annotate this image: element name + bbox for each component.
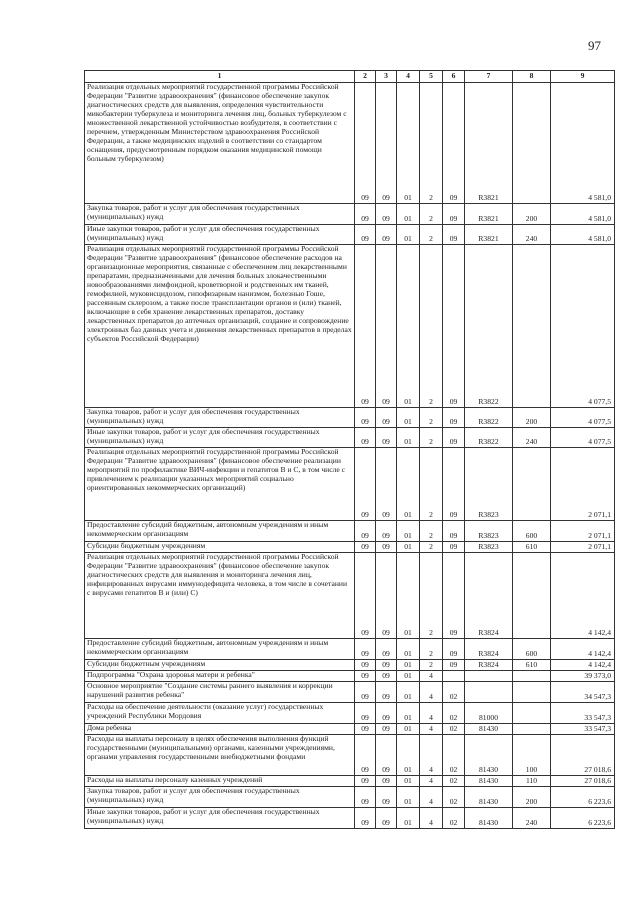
cell-subprogram: 4 [420,787,443,808]
cell-section: 09 [355,735,376,776]
cell-amount: 4 077,5 [551,408,615,428]
cell-program: 01 [397,703,420,724]
cell-expense-type: 100 [513,735,551,776]
cell-subprogram: 2 [420,448,443,521]
cell-subprogram: 2 [420,245,443,408]
table-row [85,787,615,808]
cell-program: 01 [397,787,420,808]
header-cell-measure: 6 [443,71,465,83]
cell-program: 01 [397,553,420,639]
cell-section: 09 [355,724,376,735]
cell-subprogram: 4 [420,682,443,703]
table-row [85,553,615,639]
cell-program: 01 [397,225,420,245]
cell-expense-type [513,682,551,703]
cell-amount: 4 581,0 [551,225,615,245]
cell-name: Реализация отдельных мероприятий государственной программы Российской Федерации "Развитие здравоохранения" (финансовое обеспечение закупок диагностических средств для выявления, определения чувствительности микобактерии туберкулеза и мониторинга лечения лиц, больных туберкулезом с множественной лекарственной устойчивостью возбудителя, в соответствии с перечнем, утвержденным Министерством здравоохранения Российской Федерации, а также медицинских изделий в соответствии со стандартом оснащения, предусмотренным порядком оказания медицинской помощи больным туберкулезом) [85,83,355,204]
cell-subprogram: 4 [420,808,443,829]
cell-code: 81000 [465,703,513,724]
cell-name: Предоставление субсидий бюджетным, автономным учреждениям и иным некоммерческим организациям [85,639,355,660]
cell-amount: 4 581,0 [551,204,615,225]
cell-amount: 27 018,6 [551,735,615,776]
cell-program: 01 [397,660,420,671]
cell-expense-type [513,83,551,204]
cell-name: Закупка товаров, работ и услуг для обеспечения государственных (муниципальных) нужд [85,204,355,225]
cell-subprogram: 2 [420,639,443,660]
cell-expense-type: 200 [513,204,551,225]
cell-code: 81430 [465,735,513,776]
cell-amount: 33 547,3 [551,703,615,724]
cell-amount: 4 581,0 [551,83,615,204]
table-row [85,448,615,521]
cell-measure: 09 [443,553,465,639]
cell-subsection: 09 [376,428,397,448]
cell-code [465,671,513,682]
cell-amount: 6 223,6 [551,787,615,808]
cell-expense-type [513,245,551,408]
cell-subsection: 09 [376,671,397,682]
table-row [85,735,615,776]
cell-program: 01 [397,682,420,703]
cell-measure: 09 [443,542,465,553]
cell-subsection: 09 [376,408,397,428]
cell-program: 01 [397,735,420,776]
cell-code: R3822 [465,245,513,408]
cell-amount: 39 373,0 [551,671,615,682]
cell-section: 09 [355,245,376,408]
header-cell-name: 1 [85,71,355,83]
table-row [85,808,615,829]
cell-program: 01 [397,408,420,428]
cell-name: Расходы на выплаты персоналу в целях обеспечения выполнения функций государственными (муниципальными) органами, казенными учреждениями, органами управления государственными внебюджетными фондами [85,735,355,776]
cell-expense-type: 600 [513,639,551,660]
cell-code: R3821 [465,83,513,204]
cell-subsection: 09 [376,448,397,521]
cell-code: R3821 [465,225,513,245]
cell-name: Субсидии бюджетным учреждениям [85,660,355,671]
cell-code: R3821 [465,204,513,225]
cell-name: Реализация отдельных мероприятий государственной программы Российской Федерации "Развитие здравоохранения" (финансовое обеспечение реализации мероприятий по профилактике ВИЧ-инфекции и гепатитов В и С, в том числе с привлечением к реализации указанных мероприятий социально ориентированных некоммерческих организаций) [85,448,355,521]
cell-amount: 4 077,5 [551,245,615,408]
cell-name: Реализация отдельных мероприятий государственной программы Российской Федерации "Развитие здравоохранения" (финансовое обеспечение закупок диагностических средств для выявления и мониторинга лечения лиц, инфицированных вирусами иммунодефицита человека, в том числе в сочетании с вирусами гепатитов В и (или) С) [85,553,355,639]
cell-code: 81430 [465,808,513,829]
cell-measure: 02 [443,724,465,735]
cell-amount: 34 547,3 [551,682,615,703]
cell-code: R3824 [465,553,513,639]
table-row [85,542,615,553]
header-cell-subsection: 3 [376,71,397,83]
cell-section: 09 [355,408,376,428]
cell-measure: 09 [443,639,465,660]
cell-amount: 4 077,5 [551,428,615,448]
cell-subprogram: 4 [420,724,443,735]
cell-measure: 02 [443,787,465,808]
cell-name: Иные закупки товаров, работ и услуг для обеспечения государственных (муниципальных) нужд [85,225,355,245]
cell-subprogram: 2 [420,542,443,553]
cell-measure: 09 [443,660,465,671]
budget-table [84,70,615,829]
table-row [85,204,615,225]
cell-name: Расходы на обеспечение деятельности (оказание услуг) государственных учреждений Республики Мордовия [85,703,355,724]
cell-code: R3823 [465,448,513,521]
table-row [85,83,615,204]
cell-code [465,682,513,703]
cell-section: 09 [355,83,376,204]
cell-subsection: 09 [376,682,397,703]
cell-amount: 4 142,4 [551,553,615,639]
cell-measure: 02 [443,735,465,776]
cell-expense-type: 200 [513,787,551,808]
cell-subprogram: 2 [420,553,443,639]
cell-subsection: 09 [376,703,397,724]
cell-subprogram: 4 [420,703,443,724]
cell-measure: 02 [443,808,465,829]
cell-code: R3822 [465,428,513,448]
cell-measure: 09 [443,521,465,542]
cell-program: 01 [397,448,420,521]
header-cell-expense-type: 8 [513,71,551,83]
table-row [85,428,615,448]
cell-program: 01 [397,428,420,448]
cell-subsection: 09 [376,808,397,829]
cell-program: 01 [397,724,420,735]
cell-subsection: 09 [376,724,397,735]
cell-measure: 09 [443,204,465,225]
cell-measure: 09 [443,448,465,521]
cell-subsection: 09 [376,521,397,542]
cell-subprogram: 4 [420,671,443,682]
cell-expense-type [513,553,551,639]
cell-program: 01 [397,204,420,225]
table-row [85,660,615,671]
cell-amount: 4 142,4 [551,639,615,660]
cell-name: Реализация отдельных мероприятий государственной программы Российской Федерации "Развитие здравоохранения" (финансовое обеспечение расходов на организационные мероприятия, связанные с обеспечением лиц лекарственными препаратами, предназначенными для лечения больных злокачественными новообразованиями лимфоидной, кроветворной и родственных им тканей, гемофилией, муковисцидозом, гипофизарным нанизмом, болезнью Гоше, рассеянным склерозом, а также после трансплантации органов и (или) тканей, включающие в себя хранение лекарственных препаратов, доставку лекарственных препаратов до аптечных организаций, создание и сопровождение электронных баз данных учета и движения лекарственных препаратов в пределах субъектов Российской Федерации) [85,245,355,408]
cell-measure: 09 [443,225,465,245]
cell-subsection: 09 [376,204,397,225]
header-cell-section: 2 [355,71,376,83]
cell-program: 01 [397,521,420,542]
cell-code: R3824 [465,660,513,671]
table-row [85,671,615,682]
cell-amount: 4 142,4 [551,660,615,671]
cell-measure: 02 [443,776,465,787]
cell-subprogram: 4 [420,735,443,776]
cell-expense-type: 200 [513,408,551,428]
cell-amount: 33 547,3 [551,724,615,735]
cell-subprogram: 2 [420,408,443,428]
cell-code: 81430 [465,787,513,808]
cell-section: 09 [355,225,376,245]
table-row [85,776,615,787]
cell-measure: 09 [443,408,465,428]
table-row [85,682,615,703]
table-row [85,521,615,542]
cell-name: Закупка товаров, работ и услуг для обеспечения государственных (муниципальных) нужд [85,408,355,428]
cell-section: 09 [355,204,376,225]
cell-expense-type: 240 [513,428,551,448]
cell-amount: 2 071,1 [551,521,615,542]
cell-subprogram: 2 [420,428,443,448]
cell-measure: 02 [443,682,465,703]
cell-expense-type [513,671,551,682]
cell-subprogram: 2 [420,83,443,204]
table-row [85,245,615,408]
cell-expense-type: 240 [513,808,551,829]
cell-name: Субсидии бюджетным учреждениям [85,542,355,553]
cell-name: Дома ребенка [85,724,355,735]
cell-code: R3822 [465,408,513,428]
cell-subsection: 09 [376,225,397,245]
cell-expense-type: 610 [513,660,551,671]
cell-subsection: 09 [376,542,397,553]
header-cell-program: 4 [397,71,420,83]
cell-subsection: 09 [376,245,397,408]
cell-measure: 09 [443,428,465,448]
cell-subsection: 09 [376,787,397,808]
page-number: 97 [588,38,601,53]
cell-program: 01 [397,83,420,204]
cell-subprogram: 2 [420,225,443,245]
cell-expense-type [513,703,551,724]
cell-program: 01 [397,542,420,553]
cell-subsection: 09 [376,660,397,671]
cell-expense-type: 610 [513,542,551,553]
header-cell-subprogram: 5 [420,71,443,83]
cell-section: 09 [355,787,376,808]
cell-program: 01 [397,671,420,682]
cell-section: 09 [355,682,376,703]
cell-subprogram: 2 [420,521,443,542]
cell-name: Основное мероприятие "Создание системы раннего выявления и коррекции нарушений развития ребенка" [85,682,355,703]
cell-measure: 09 [443,245,465,408]
cell-code: 81430 [465,776,513,787]
cell-section: 09 [355,671,376,682]
cell-section: 09 [355,703,376,724]
table-row [85,703,615,724]
cell-program: 01 [397,639,420,660]
header-cell-amount: 9 [551,71,615,83]
table-row [85,639,615,660]
cell-section: 09 [355,521,376,542]
cell-code: 81430 [465,724,513,735]
cell-section: 09 [355,428,376,448]
cell-amount: 2 071,1 [551,448,615,521]
cell-code: R3823 [465,521,513,542]
cell-amount: 27 018,6 [551,776,615,787]
cell-subprogram: 2 [420,204,443,225]
cell-section: 09 [355,448,376,521]
cell-subsection: 09 [376,735,397,776]
cell-code: R3824 [465,639,513,660]
cell-name: Предоставление субсидий бюджетным, автономным учреждениям и иным некоммерческим организациям [85,521,355,542]
cell-name: Иные закупки товаров, работ и услуг для обеспечения государственных (муниципальных) нужд [85,808,355,829]
cell-name: Иные закупки товаров, работ и услуг для обеспечения государственных (муниципальных) нужд [85,428,355,448]
cell-section: 09 [355,660,376,671]
cell-program: 01 [397,245,420,408]
cell-subsection: 09 [376,83,397,204]
cell-expense-type: 240 [513,225,551,245]
cell-name: Подпрограмма "Охрана здоровья матери и ребенка" [85,671,355,682]
cell-amount: 2 071,1 [551,542,615,553]
cell-subprogram: 4 [420,776,443,787]
cell-code: R3823 [465,542,513,553]
cell-name: Закупка товаров, работ и услуг для обеспечения государственных (муниципальных) нужд [85,787,355,808]
cell-expense-type: 600 [513,521,551,542]
table-row [85,225,615,245]
cell-section: 09 [355,808,376,829]
cell-program: 01 [397,808,420,829]
cell-expense-type [513,724,551,735]
cell-subprogram: 2 [420,660,443,671]
cell-name: Расходы на выплаты персоналу казенных учреждений [85,776,355,787]
cell-section: 09 [355,776,376,787]
cell-amount: 6 223,6 [551,808,615,829]
cell-measure [443,671,465,682]
header-cell-code: 7 [465,71,513,83]
cell-subsection: 09 [376,553,397,639]
table-header-row [85,71,615,83]
cell-section: 09 [355,542,376,553]
cell-measure: 09 [443,83,465,204]
cell-expense-type: 110 [513,776,551,787]
cell-subsection: 09 [376,639,397,660]
cell-subsection: 09 [376,776,397,787]
table-row [85,408,615,428]
cell-expense-type [513,448,551,521]
cell-program: 01 [397,776,420,787]
table-row [85,724,615,735]
cell-section: 09 [355,639,376,660]
cell-measure: 02 [443,703,465,724]
cell-section: 09 [355,553,376,639]
